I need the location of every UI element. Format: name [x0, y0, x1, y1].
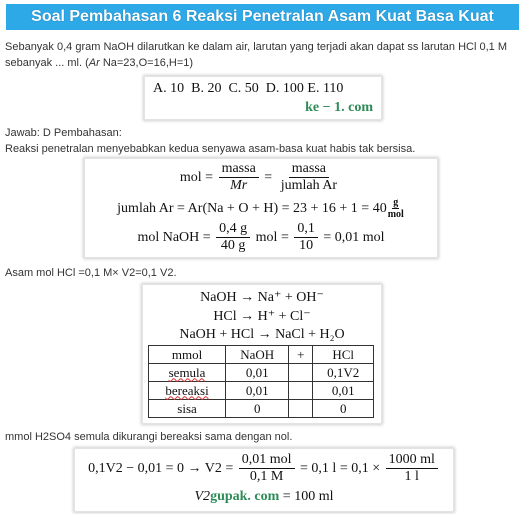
- formula-box-1: [84, 158, 438, 258]
- answer-explanation: Reaksi penetralan menyebabkan kedua senyawa asam-basa kuat habis tak bersisa.: [5, 143, 416, 155]
- table-cell: 0,01: [313, 382, 374, 400]
- table-cell: 0: [226, 400, 289, 418]
- fraction-massa-mr: $\frac{\text{massa}}{Mr}$: [219, 161, 259, 194]
- page-title: Soal Pembahasan 6 Reaksi Penetralan Asam Kuat Basa Kuat: [31, 8, 494, 25]
- table-header-row: [149, 346, 374, 364]
- table-row: [149, 382, 374, 400]
- table-header: NaOH: [226, 346, 289, 364]
- table-row: [149, 400, 374, 418]
- volume-result: V2 gupak. com = 100 ml: [194, 489, 334, 504]
- mol-formula: mol = $\frac{\text{massa}}{Mr}$ = $\frac{\text{massa}}{\text{jumlah Ar}}$: [85, 161, 437, 194]
- volume-formula: 0,1V2 − 0,01 = 0 → V2 = $\frac{\text{0,01 mol}}{0,1 M}$ = 0,1 l = 0,1 × $\frac{1000 ml}{1 l}$: [75, 452, 453, 485]
- question-line-2: sebanyak ... ml. (Ar Na=23,O=16,H=1): [5, 57, 194, 69]
- unit-g-per-mol: g mol: [387, 197, 404, 220]
- answer-label: Jawab: D Pembahasan:: [5, 127, 122, 139]
- mol-hcl-line: Asam mol HCl =0,1 M× V2=0,1 V2.: [5, 267, 177, 279]
- table-cell: semula: [149, 364, 226, 382]
- question-line-1: Sebanyak 0,4 gram NaOH dilarutkan ke dalam air, larutan yang terjadi akan dapat ss larutan HCl 0,1 M: [5, 41, 507, 53]
- table-cell: 0,01: [226, 364, 289, 382]
- table-header: +: [289, 346, 313, 364]
- fraction-ratio: $\frac{0,1}{10}$: [294, 221, 318, 254]
- options-watermark: ke − 1. com: [305, 100, 373, 115]
- fraction-massa-jumlah-ar: $\frac{\text{massa}}{\text{jumlah Ar}}$: [280, 161, 338, 193]
- table-cell: bereaksi: [149, 382, 226, 400]
- formula-box-2: [74, 448, 454, 512]
- table-header: mmol: [149, 346, 226, 364]
- table-cell: sisa: [149, 400, 226, 418]
- reaction-neutralization: NaOH + HCl → NaCl + H₂O: [179, 327, 345, 342]
- reaction-naoh: NaOH → Na⁺ + OH⁻: [200, 290, 324, 305]
- table-cell: 0,1V2: [313, 364, 374, 382]
- table-row: [149, 364, 374, 382]
- jumlah-ar-formula: jumlah Ar = Ar(Na + O + H) = 23 + 16 + 1 = 40 g mol: [117, 197, 404, 220]
- title-banner: [6, 4, 519, 30]
- table-cell: [289, 400, 313, 418]
- mmol-note: mmol H2SO4 semula dikurangi bereaksi sama dengan nol.: [5, 431, 293, 443]
- mmol-table: [148, 345, 374, 418]
- fraction-mol-molarity: $\frac{\text{0,01 mol}}{0,1 M}$: [239, 452, 295, 485]
- table-cell: [289, 382, 313, 400]
- table-header: HCl: [313, 346, 374, 364]
- answer-options: A. 10 B. 20 C. 50 D. 100 E. 110: [153, 81, 344, 96]
- fraction-mass-ratio: $\frac{0,4 g}{40 g}$: [216, 221, 250, 254]
- table-cell: 0,01: [226, 382, 289, 400]
- formula-watermark: gupak. com: [210, 489, 280, 504]
- table-cell: 0: [313, 400, 374, 418]
- fraction-ml-per-l: $\frac{1000 ml}{1 l}$: [386, 452, 438, 485]
- reaction-hcl: HCl → H⁺ + Cl⁻: [213, 309, 311, 324]
- options-box: [144, 76, 382, 120]
- mol-naoh-formula: mol NaOH = $\frac{0,4 g}{40 g}$ mol = $\frac{0,1}{10}$ = 0,01 mol: [137, 221, 385, 253]
- table-cell: [289, 364, 313, 382]
